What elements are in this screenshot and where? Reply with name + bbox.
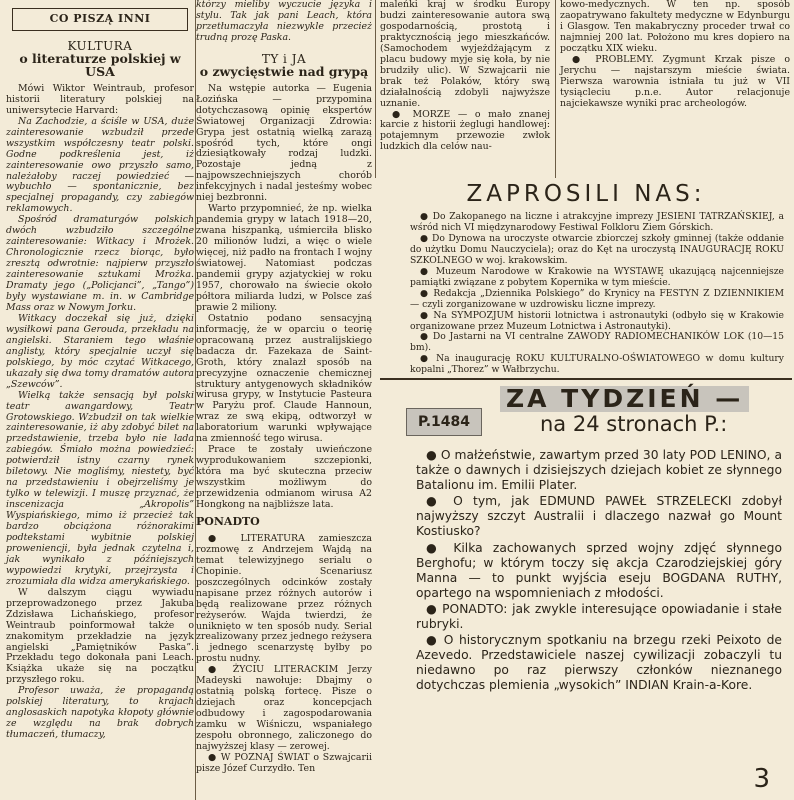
column-continuation [380, 0, 550, 153]
paragraph: W dalszym ciągu wywiadu przeprowadzonego przez Jakuba Zdzisława Lichańskiego, profesor Weintraub poinformował także o znakomitym przekładzie na język angielski „Pamiętników Paska”. Przekładu tego dokonała pani Leach. Książka ukaże się na początku przyszłego roku. [6, 586, 194, 686]
paragraph: Witkacy doczekał się już, dzięki wysiłkowi pana Gerouda, przekładu na angielski. Staraniem tego właśnie anglisty, który specjalnie uczył się polskiego, by móc czytać Witkacego, ukazały się dwa tomy dramatów autora „Szewców”. [6, 312, 194, 390]
za-tydzien-box [380, 378, 792, 798]
paragraph: Spośród dramaturgów polskich dwóch wzbudziło szczególne zainteresowanie: Witkacy i Mrożek. Chronologicznie rzecz biorąc, było zresztą odwrotnie: najpierw przyszło zainteresowanie sztukami Mrożka. Dramaty jego („Policjanci”, „Tango”) były wystawiane m. in. w Cambridge Mass oraz w Nowym Jorku. [6, 214, 194, 313]
column-rule [555, 0, 556, 178]
list-item: ● Do Dynowa na uroczyste otwarcie zbiorczej szkoły gminnej (także oddanie do użytku Domu Nauczyciela); oraz do Kęt na uroczystą INAUGURACJĘ ROKU SZKOLNEGO w woj. krakowskim. [410, 232, 784, 266]
za-tydzien-header [380, 378, 792, 444]
list-item: ● PONADTO: jak zwykle interesujące opowiadanie i stałe rubryki. [416, 601, 782, 632]
zaprosili-nas-box [380, 178, 792, 375]
list-item: ● Kilka zachowanych sprzed wojny zdjęć słynnego Berghofu; w którym toczy się akcja Czarodziejskiej góry Manna — to punkt wyjścia eseju BOGDANA RUTHY, opartego na wspomnieniach z młodości. [416, 540, 782, 600]
paragraph: kowo-medycznych. W ten np. sposób zaopatrywano fakultety medyczne w Edynburgu i Glasgow. Ten makabryczny proceder trwał co najmniej 200 lat. Położono mu kres dopiero na początku XIX wieku. [560, 0, 790, 54]
list-item: ● ŻYCIU LITERACKIM Jerzy Madeyski nawołuje: Dbajmy o ostatnią polską fortecę. Pisze o dziejach oraz koncepcjach odbudowy i zagospodarowania zamku w Wiśniczu, wspaniałego zespołu obronnego, zaliczonego do najwyższej klasy — zerowej. [196, 664, 372, 752]
paragraph: Prace te zostały uwieńczone wyprodukowaniem szczepionki, która ma być skuteczna przeciw wszystkim możliwym do przewidzenia odmianom wirusa A2 Hongkong na najbliższe lata. [196, 444, 372, 510]
column-co-pisza-inni [6, 0, 194, 741]
list-item: ● LITERATURA zamieszcza rozmowę z Andrzejem Wajdą na temat telewizyjnego serialu o Chopinie. Scenariusz poszczególnych odcinków zostały napisane przez różnych autorów i będą realizowane przez różnych reżyserów. Wajda twierdzi, że unikniętо w ten sposób nudy. Serial zrealizowany przez jednego reżysera i jednego scenarzystę byłby po prostu nudny. [196, 532, 372, 665]
zaprosili-title: ZAPROSILI NAS: [466, 181, 706, 207]
column-rule [375, 0, 376, 178]
list-item: ● W POZNAJ ŚWIAT o Szwajcarii pisze Józef Curzydło. Ten [196, 751, 372, 774]
paragraph: maleńki kraj w środku Europy budzi zainteresowanie autora swą gospodarnością, prostotą i praktycznością jego mieszkańców. (Samochodem wyjeżdżającym z placu budowy myje się koła, by nie brudziły ulic). W Szwajcarii nie brak też Polaków, który swą działalnością zdobyli najwyższe uznanie. [380, 0, 550, 109]
za-tydzien-list [380, 444, 792, 694]
issue-badge: P.1484 [406, 408, 482, 436]
paragraph: Ostatnio podano sensacyjną informację, że w oparciu o teorię opracowaną przez australijskiego badacza dr. Fazekaza de Saint-Groth, który znalazł sposób na precyzyjne oznaczenie chemicznej struktury antygenowych składników wirusa grypy, w Instytucie Pasteura w Paryżu prof. Claude Hannoun, wraz ze swą ekipą, odtworzył w laboratorium warunki wpływające na zmienność tego wirusa. [196, 312, 372, 445]
paragraph: Mówi Wiktor Weintraub, profesor historii literatury polskiej na uniwersytecie Harvard: [6, 82, 194, 116]
paragraph: Profesor uważa, że propagandą polskiej literatury, to krajach anglosaskich napotyka kłopoty głównie ze względu na brak dobrych tłumaczeń, tłumaczy, [6, 685, 194, 741]
column-continuation-right [560, 0, 790, 110]
list-item: ● Muzeum Narodowe w Krakowie na WYSTAWĘ ukazującą najcenniejsze pamiątki związane z pobytem Kopernika w tym mieście. [410, 265, 784, 288]
rubric-heading: CO PISZĄ INNI [12, 8, 188, 31]
article-kicker: TY i JA [261, 51, 307, 66]
paragraph: Na wstępie autorka — Eugenia Łozińska — przypomina dotychczasową opinię ekspertów Światowej Organizacji Zdrowia: Grypa jest ostatnią wielką zarazą spośród tych, które ongi dziesiątkowały rodzaj ludzki. Pozostaje jedną z najpowszechniejszych chorób infekcyjnych i nadal jesteśmy wobec niej bezbronni. [196, 82, 372, 204]
zaprosili-list [380, 212, 792, 376]
section-heading: PONADTO [196, 514, 260, 528]
list-item: ● O małżeństwie, zawartym przed 30 laty POD LENINO, a także o dawnych i dzisiejszych dziejach kobiet ze słynnego Batalionu im. Emilii Plater. [416, 448, 782, 493]
column-ty-i-ja [196, 0, 372, 775]
za-tydzien-title: ZA TYDZIEŃ — [500, 386, 749, 412]
paragraph: Warto przypomnieć, że np. wielka pandemia grypy w latach 1918—20, zwana hiszpanką, uśmierciła blisko 20 milionów ludzi, a więc o wiele więcej, niż padło na frontach I wojny światowej. Natomiast podczas pandemii grypy azjatyckiej w roku 1957, chorowało na świecie około półtora miliarda ludzi, w Polsce zaś prawie 2 miliony. [196, 203, 372, 313]
list-item: ● Do Zakopanego na liczne i atrakcyjne imprezy JESIENI TATRZAŃSKIEJ, a wśród nich VI międzynarodowy Festiwal Folkloru Ziem Górskich. [410, 211, 784, 233]
list-item: ● MORZE — o mało znanej karcie z historii żeglugi handlowej: potajemnym przewozie zwłok ludzkich dla celów nau- [380, 108, 550, 153]
paragraph: którzy mieliby wyczucie języka i stylu. Tak jak pani Leach, która przetłumaczyła niezwykle przecież trudną prozę Paska. [196, 0, 372, 43]
page-number: 3 [753, 764, 770, 794]
paragraph: Wielką także sensacją był polski teatr awangardowy, Teatr Grotowskiego. Wzbudził on tak wielkie zainteresowanie, iż aby zdobyć bilet na przedstawienie, trzeba było nie lada zabiegów. Śmiało można powiedzieć: potwierdził istny czarny rynek biletowy. Nie mogliśmy, niestety, być na przedstawieniu i obejrzeliśmy je tylko w telewizji. I muszę przyznać, że inscenizacja „Akropolis” Wyspiańskiego, mimo iż przecież tak bardzo obciążona różnorakimi podtekstami wybitnie polskiej proweniencji, była jednak czytelna i, jak wynikało z późniejszych wypowiedzi krytyki, przejrzysta i zrozumiała dla widza amerykańskiego. [6, 389, 194, 587]
list-item: ● PROBLEMY. Zygmunt Krzak pisze o Jerychu — najstarszym mieście świata. Pierwsza warownia istniała tu już w VII tysiącleciu p.n.e. Autor relacjonuje najciekawsze wyniki prac archeologów. [560, 53, 790, 109]
list-item: ● Do Jastarni na VI centralne ZAWODY RADIOMECHANIKÓW LOK (10—15 bm). [410, 331, 784, 354]
article-title: o literaturze polskiej w USA [19, 50, 181, 79]
za-tydzien-subtitle: na 24 stronach P.: [540, 412, 728, 436]
list-item: ● O historycznym spotkaniu na brzegu rzeki Peixoto de Azevedo. Przedstawiciele naszej cywilizacji zobaczyli tu niedawno po raz pierwszy członków nieznanego dotychczas plemienia „wysokich” INDIAN Krain-a-Kore. [416, 633, 782, 693]
list-item: ● Na SYMPOZJUM historii lotnictwa i astronautyki (odbyło się w Krakowie organizowane przez Muzeum Lotnictwa i Astronautyki). [410, 309, 784, 332]
list-item: ● O tym, jak EDMUND PAWEŁ STRZELECKI zdobył najwyższy szczyt Australii i dlaczego nazwał go Mount Kostiusko? [416, 494, 782, 539]
paragraph: Na Zachodzie, a ściśle w USA, duże zainteresowanie wzbudził przede wszystkim współczesny teatr polski. Godne podkreślenia jest, iż zainteresowanie owo przyszło samo, należałoby raczej powiedzieć — wybuchło — spontanicznie, bez specjalnej propagandy, czy zabiegów reklamowych. [6, 115, 194, 215]
article-kicker: KULTURA [67, 38, 133, 53]
list-item: ● Na inaugurację ROKU KULTURALNO-OŚWIATOWEGO w domu kultury kopalni „Thorez” w Wałbrzychu. [410, 353, 784, 376]
article-title: o zwycięstwie nad grypą [199, 63, 369, 79]
list-item: ● Redakcja „Dziennika Polskiego” do Krynicy na FESTYN Z DZIENNIKIEM — czyli zorganizowane w uzdrowisku liczne imprezy. [410, 287, 784, 310]
